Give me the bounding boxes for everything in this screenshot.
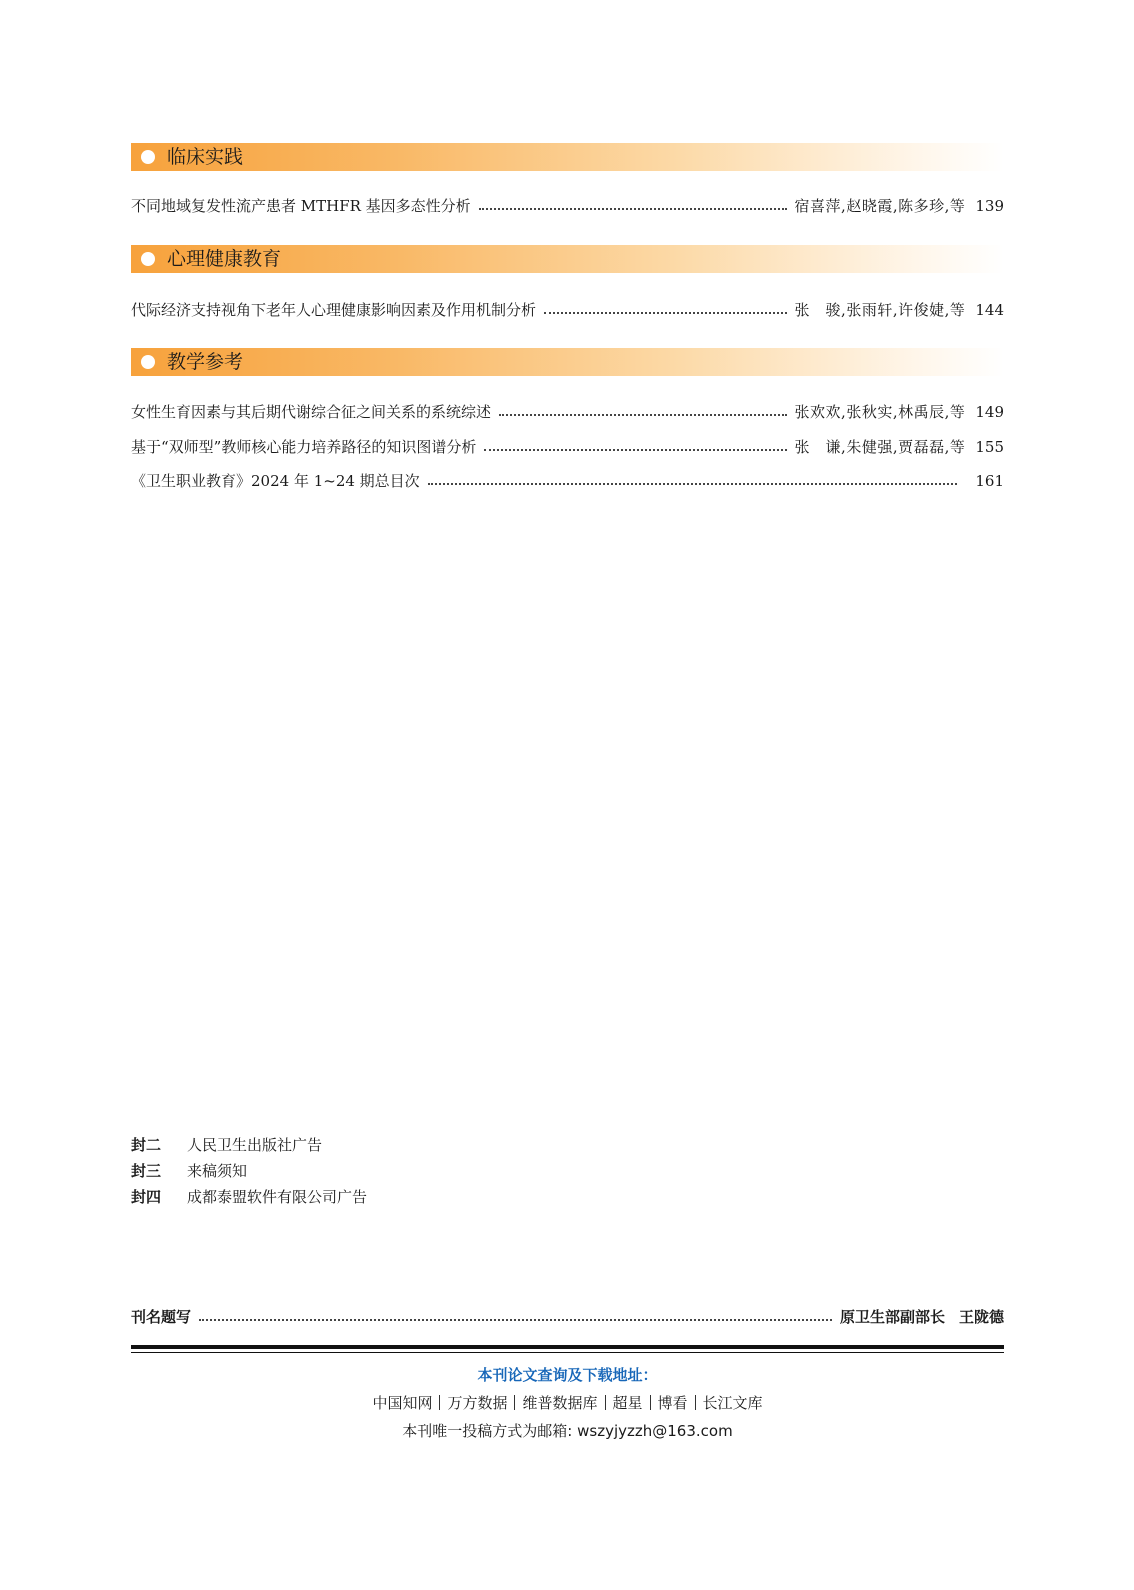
entry-title: 不同地域复发性流产患者 MTHFR 基因多态性分析 xyxy=(131,197,471,215)
toc-entry[interactable] xyxy=(131,299,1004,321)
entry-title: 基于“双师型”教师核心能力培养路径的知识图谱分析 xyxy=(131,438,477,456)
cover-label: 封三 xyxy=(131,1162,162,1180)
entry-page: 149 xyxy=(975,403,1004,421)
leader-dots xyxy=(199,1319,832,1321)
entry-page: 155 xyxy=(975,438,1004,456)
cover-label: 封二 xyxy=(131,1136,162,1154)
toc-entry[interactable] xyxy=(131,470,1004,492)
bullet-icon xyxy=(141,355,155,369)
section-header-teaching-reference xyxy=(131,348,1004,376)
section-title: 心理健康教育 xyxy=(167,248,282,270)
download-heading: 本刊论文查询及下载地址： xyxy=(477,1366,658,1384)
divider-thick xyxy=(131,1345,1004,1349)
section-title: 教学参考 xyxy=(167,351,244,373)
separator xyxy=(439,1395,440,1410)
bullet-icon xyxy=(141,150,155,164)
inscription-line xyxy=(131,1306,1004,1328)
entry-title: 代际经济支持视角下老年人心理健康影响因素及作用机制分析 xyxy=(131,301,537,319)
entry-authors: 宿喜萍,赵晓霞,陈多珍,等 xyxy=(794,197,966,215)
entry-authors: 张 骏,张雨轩,许俊婕,等 xyxy=(794,301,966,319)
leader-dots xyxy=(544,312,787,314)
site-link[interactable]: 中国知网 xyxy=(372,1394,433,1412)
site-link[interactable]: 长江文库 xyxy=(702,1394,763,1412)
inscription-title: 原卫生部副部长 xyxy=(839,1308,945,1326)
toc-entry[interactable] xyxy=(131,436,1004,458)
entry-title: 《卫生职业教育》2024 年 1~24 期总目次 xyxy=(131,472,420,490)
page xyxy=(131,0,1004,1590)
site-link[interactable]: 博看 xyxy=(657,1394,688,1412)
entry-authors: 张 谦,朱健强,贾磊磊,等 xyxy=(794,438,966,456)
cover-item xyxy=(131,1134,322,1156)
entry-page: 144 xyxy=(975,301,1004,319)
cover-item xyxy=(131,1186,367,1208)
inscription-name: 王陇德 xyxy=(958,1308,1004,1326)
site-link[interactable]: 超星 xyxy=(612,1394,643,1412)
cover-label: 封四 xyxy=(131,1188,162,1206)
section-header-mental-health xyxy=(131,245,1004,273)
divider-thin xyxy=(131,1352,1004,1353)
cover-text: 成都泰盟软件有限公司广告 xyxy=(187,1188,368,1206)
site-link[interactable]: 维普数据库 xyxy=(522,1394,598,1412)
leader-dots xyxy=(428,483,958,485)
section-title: 临床实践 xyxy=(167,146,244,168)
cover-item xyxy=(131,1160,247,1182)
section-header-clinical-practice xyxy=(131,143,1004,171)
submission-email: 本刊唯一投稿方式为邮箱: wszyjyzzh@163.com xyxy=(402,1422,733,1440)
inscription-credit xyxy=(840,1306,1004,1328)
entry-page: 161 xyxy=(975,472,1004,490)
toc-entry[interactable] xyxy=(131,401,1004,423)
separator xyxy=(695,1395,696,1410)
site-link[interactable]: 万方数据 xyxy=(447,1394,508,1412)
separator xyxy=(650,1395,651,1410)
cover-text: 人民卫生出版社广告 xyxy=(187,1136,323,1154)
leader-dots xyxy=(484,449,786,451)
entry-page: 139 xyxy=(975,197,1004,215)
entry-title: 女性生育因素与其后期代谢综合征之间关系的系统综述 xyxy=(131,403,492,421)
separator xyxy=(605,1395,606,1410)
leader-dots xyxy=(499,414,787,416)
separator xyxy=(514,1395,515,1410)
bullet-icon xyxy=(141,252,155,266)
cover-text: 来稿须知 xyxy=(187,1162,248,1180)
leader-dots xyxy=(479,208,787,210)
download-sites xyxy=(131,1392,1004,1414)
entry-authors: 张欢欢,张秋实,林禹辰,等 xyxy=(794,403,966,421)
toc-entry[interactable] xyxy=(131,195,1004,217)
inscription-label: 刊名题写 xyxy=(131,1308,192,1326)
